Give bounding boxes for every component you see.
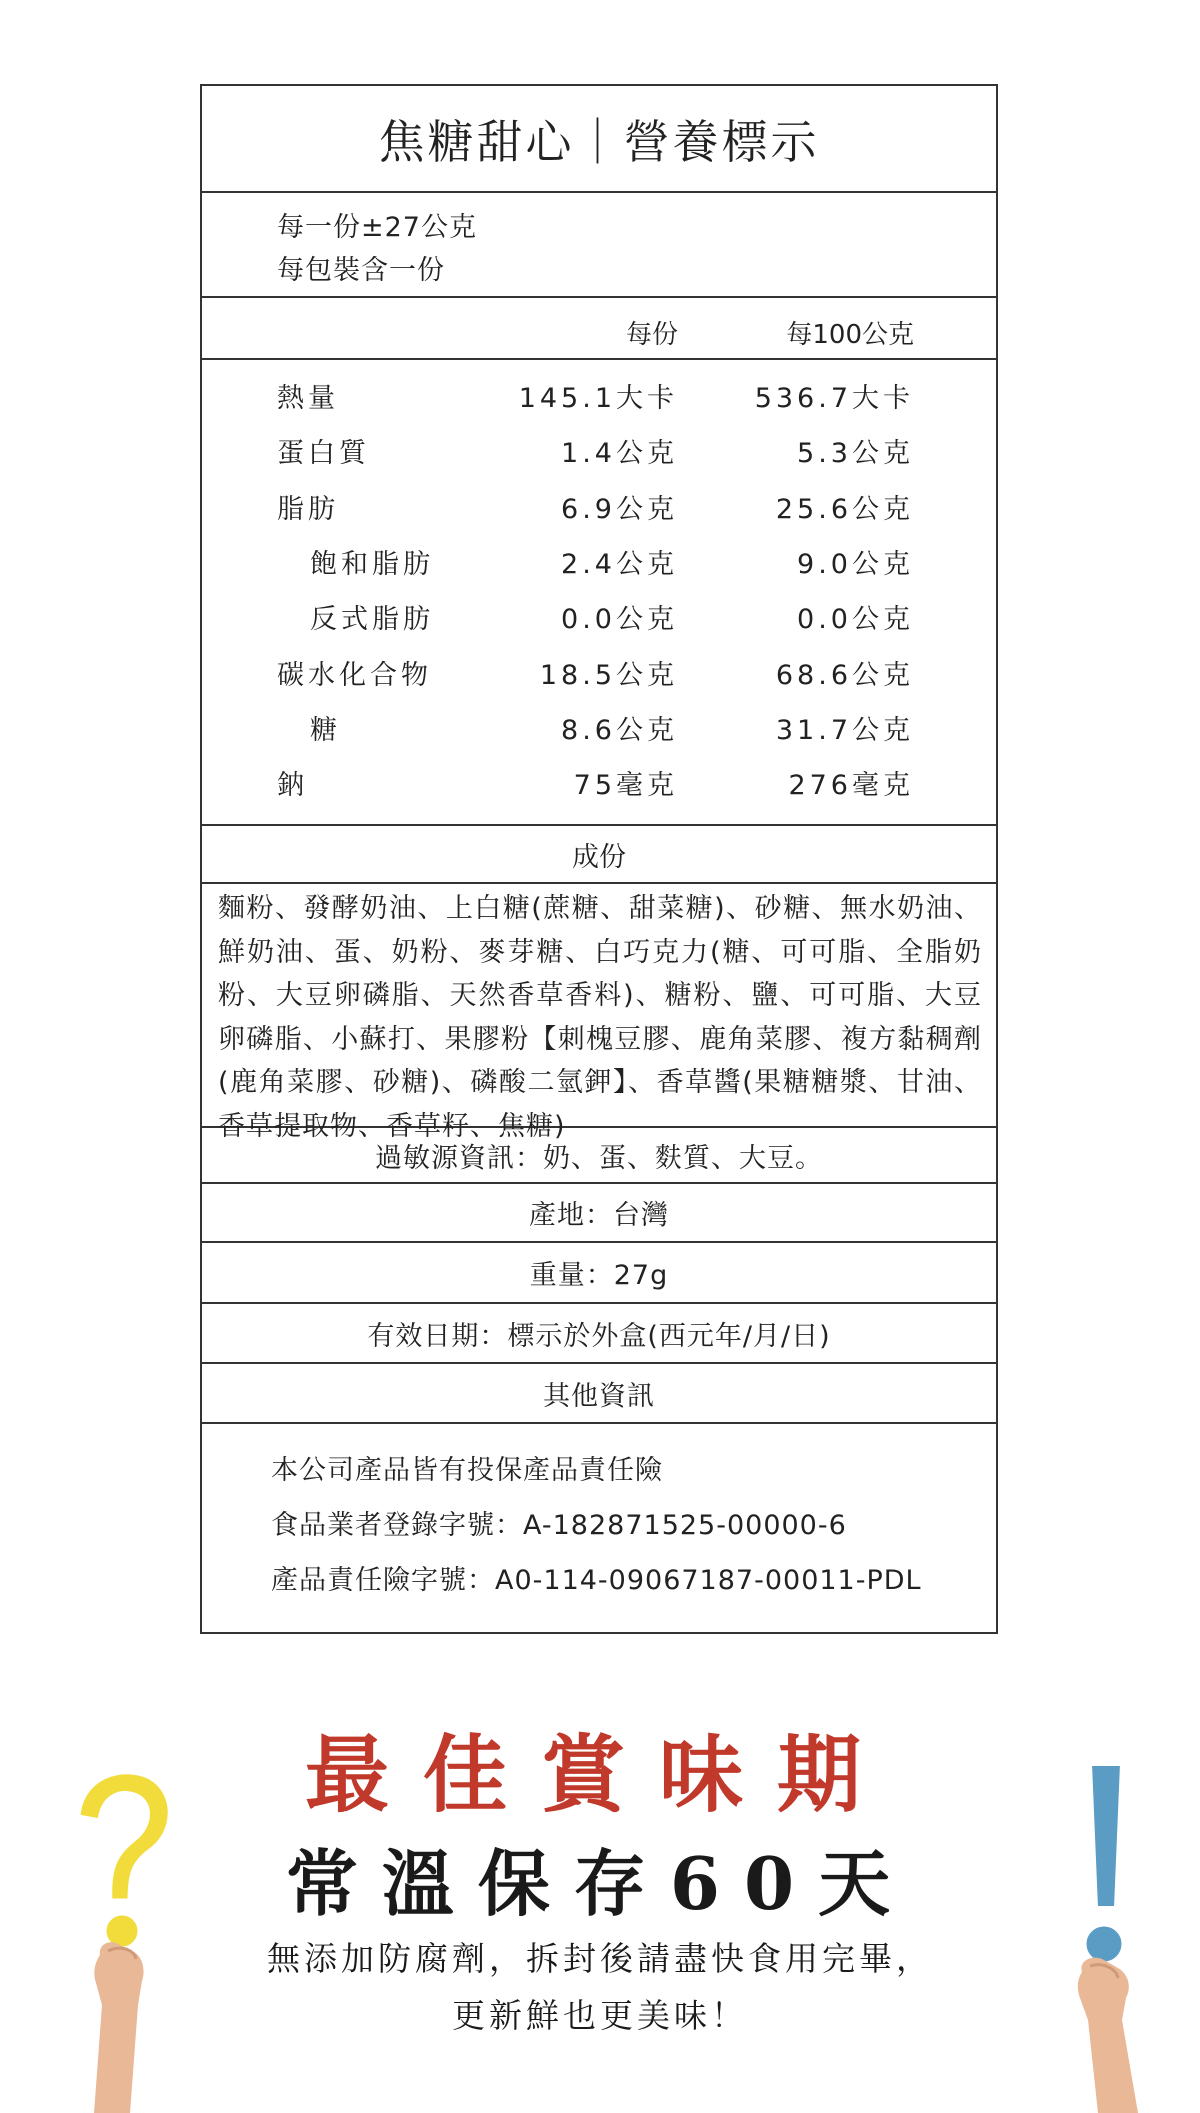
nutrient-row [202, 542, 996, 582]
allergen-info: 過敏源資訊：奶、蛋、麩質、大豆。 [202, 1128, 996, 1184]
ingredients-body [202, 884, 996, 1142]
nutrient-name: 鈉 [277, 770, 308, 802]
ingredients-text: 麵粉、發酵奶油、上白糖(蔗糖、甜菜糖)、砂糖、無水奶油、鮮奶油、蛋、奶粉、麥芽糖、白巧克力(糖、可可脂、全脂奶粉、大豆卵磷脂、天然香草香料)、糖粉、鹽、可可脂、大豆卵磷脂、小蘇打、果膠粉【刺槐豆膠、鹿角菜膠、複方黏稠劑(鹿角菜膠、砂糖)、磷酸二氫鉀】、香草醬(果糖糖漿、甘油、香草提取物、香草籽、焦糖) [218, 893, 982, 1142]
expiry-info: 有效日期：標示於外盒(西元年/月/日) [202, 1304, 996, 1364]
food-business-registration: 食品業者登錄字號：A-182871525-00000-6 [271, 1510, 847, 1541]
column-headers [202, 298, 996, 360]
question-mark-icon [50, 1755, 190, 2113]
preservative-note: 無添加防腐劑，拆封後請盡快食用完畢， [267, 1939, 933, 1978]
exclamation-mark-icon [1038, 1758, 1158, 2113]
nutrient-row [202, 431, 996, 471]
nutrient-name: 蛋白質 [277, 438, 370, 470]
nutrient-per-100g: 25.6公克 [775, 493, 914, 525]
ingredients-heading: 成份 [202, 826, 996, 884]
serving-size: 每一份±27公克 [277, 212, 477, 243]
nutrient-per-serving: 0.0公克 [561, 604, 678, 636]
nutrient-name: 脂肪 [277, 493, 339, 525]
nutrient-per-serving: 6.9公克 [561, 493, 678, 525]
nutrient-name: 飽和脂肪 [310, 548, 434, 580]
best-before-title: 最佳賞味期 [304, 1725, 895, 1824]
nutrient-per-100g: 536.7大卡 [754, 383, 914, 414]
nutrient-per-serving: 145.1大卡 [518, 383, 678, 414]
nutrient-per-serving: 75毫克 [573, 770, 678, 802]
nutrient-row [202, 708, 996, 748]
nutrient-row [202, 376, 996, 416]
nutrient-row [202, 597, 996, 637]
nutrient-per-100g: 0.0公克 [797, 604, 914, 636]
nutrient-per-serving: 8.6公克 [561, 714, 678, 746]
nutrient-name: 反式脂肪 [310, 604, 434, 636]
nutrient-per-100g: 276毫克 [788, 770, 914, 802]
nutrient-per-100g: 68.6公克 [775, 659, 914, 691]
origin-info: 產地：台灣 [202, 1184, 996, 1243]
servings-per-pack: 每包裝含一份 [277, 255, 445, 286]
other-info-body [202, 1424, 996, 1634]
nutrient-per-serving: 18.5公克 [539, 659, 678, 691]
nutrition-label [200, 84, 998, 1634]
liability-insurance-number: 產品責任險字號：A0-114-09067187-00011-PDL [271, 1565, 922, 1596]
nutrient-row [202, 653, 996, 693]
nutrient-row [202, 487, 996, 527]
nutrient-per-100g: 31.7公克 [775, 714, 914, 746]
insurance-note: 本公司產品皆有投保產品責任險 [271, 1455, 663, 1486]
nutrient-per-100g: 5.3公克 [797, 438, 914, 470]
nutrient-per-100g: 9.0公克 [797, 548, 914, 580]
nutrient-name: 熱量 [277, 383, 339, 414]
nutrient-name: 碳水化合物 [277, 659, 432, 691]
label-title: 焦糖甜心｜營養標示 [202, 86, 996, 193]
header-per-serving: 每份 [625, 320, 678, 350]
serving-info [202, 193, 996, 298]
nutrient-row [202, 763, 996, 803]
header-per-100g: 每100公克 [786, 320, 914, 350]
nutrient-name: 糖 [310, 714, 341, 746]
freshness-note: 更新鮮也更美味！ [452, 1996, 748, 2035]
storage-duration: 常溫保存60天 [285, 1841, 915, 1926]
nutrient-per-serving: 2.4公克 [561, 548, 678, 580]
weight-info: 重量：27g [202, 1243, 996, 1304]
nutrient-table [202, 360, 996, 826]
other-info-heading: 其他資訊 [202, 1364, 996, 1424]
nutrient-per-serving: 1.4公克 [561, 438, 678, 470]
